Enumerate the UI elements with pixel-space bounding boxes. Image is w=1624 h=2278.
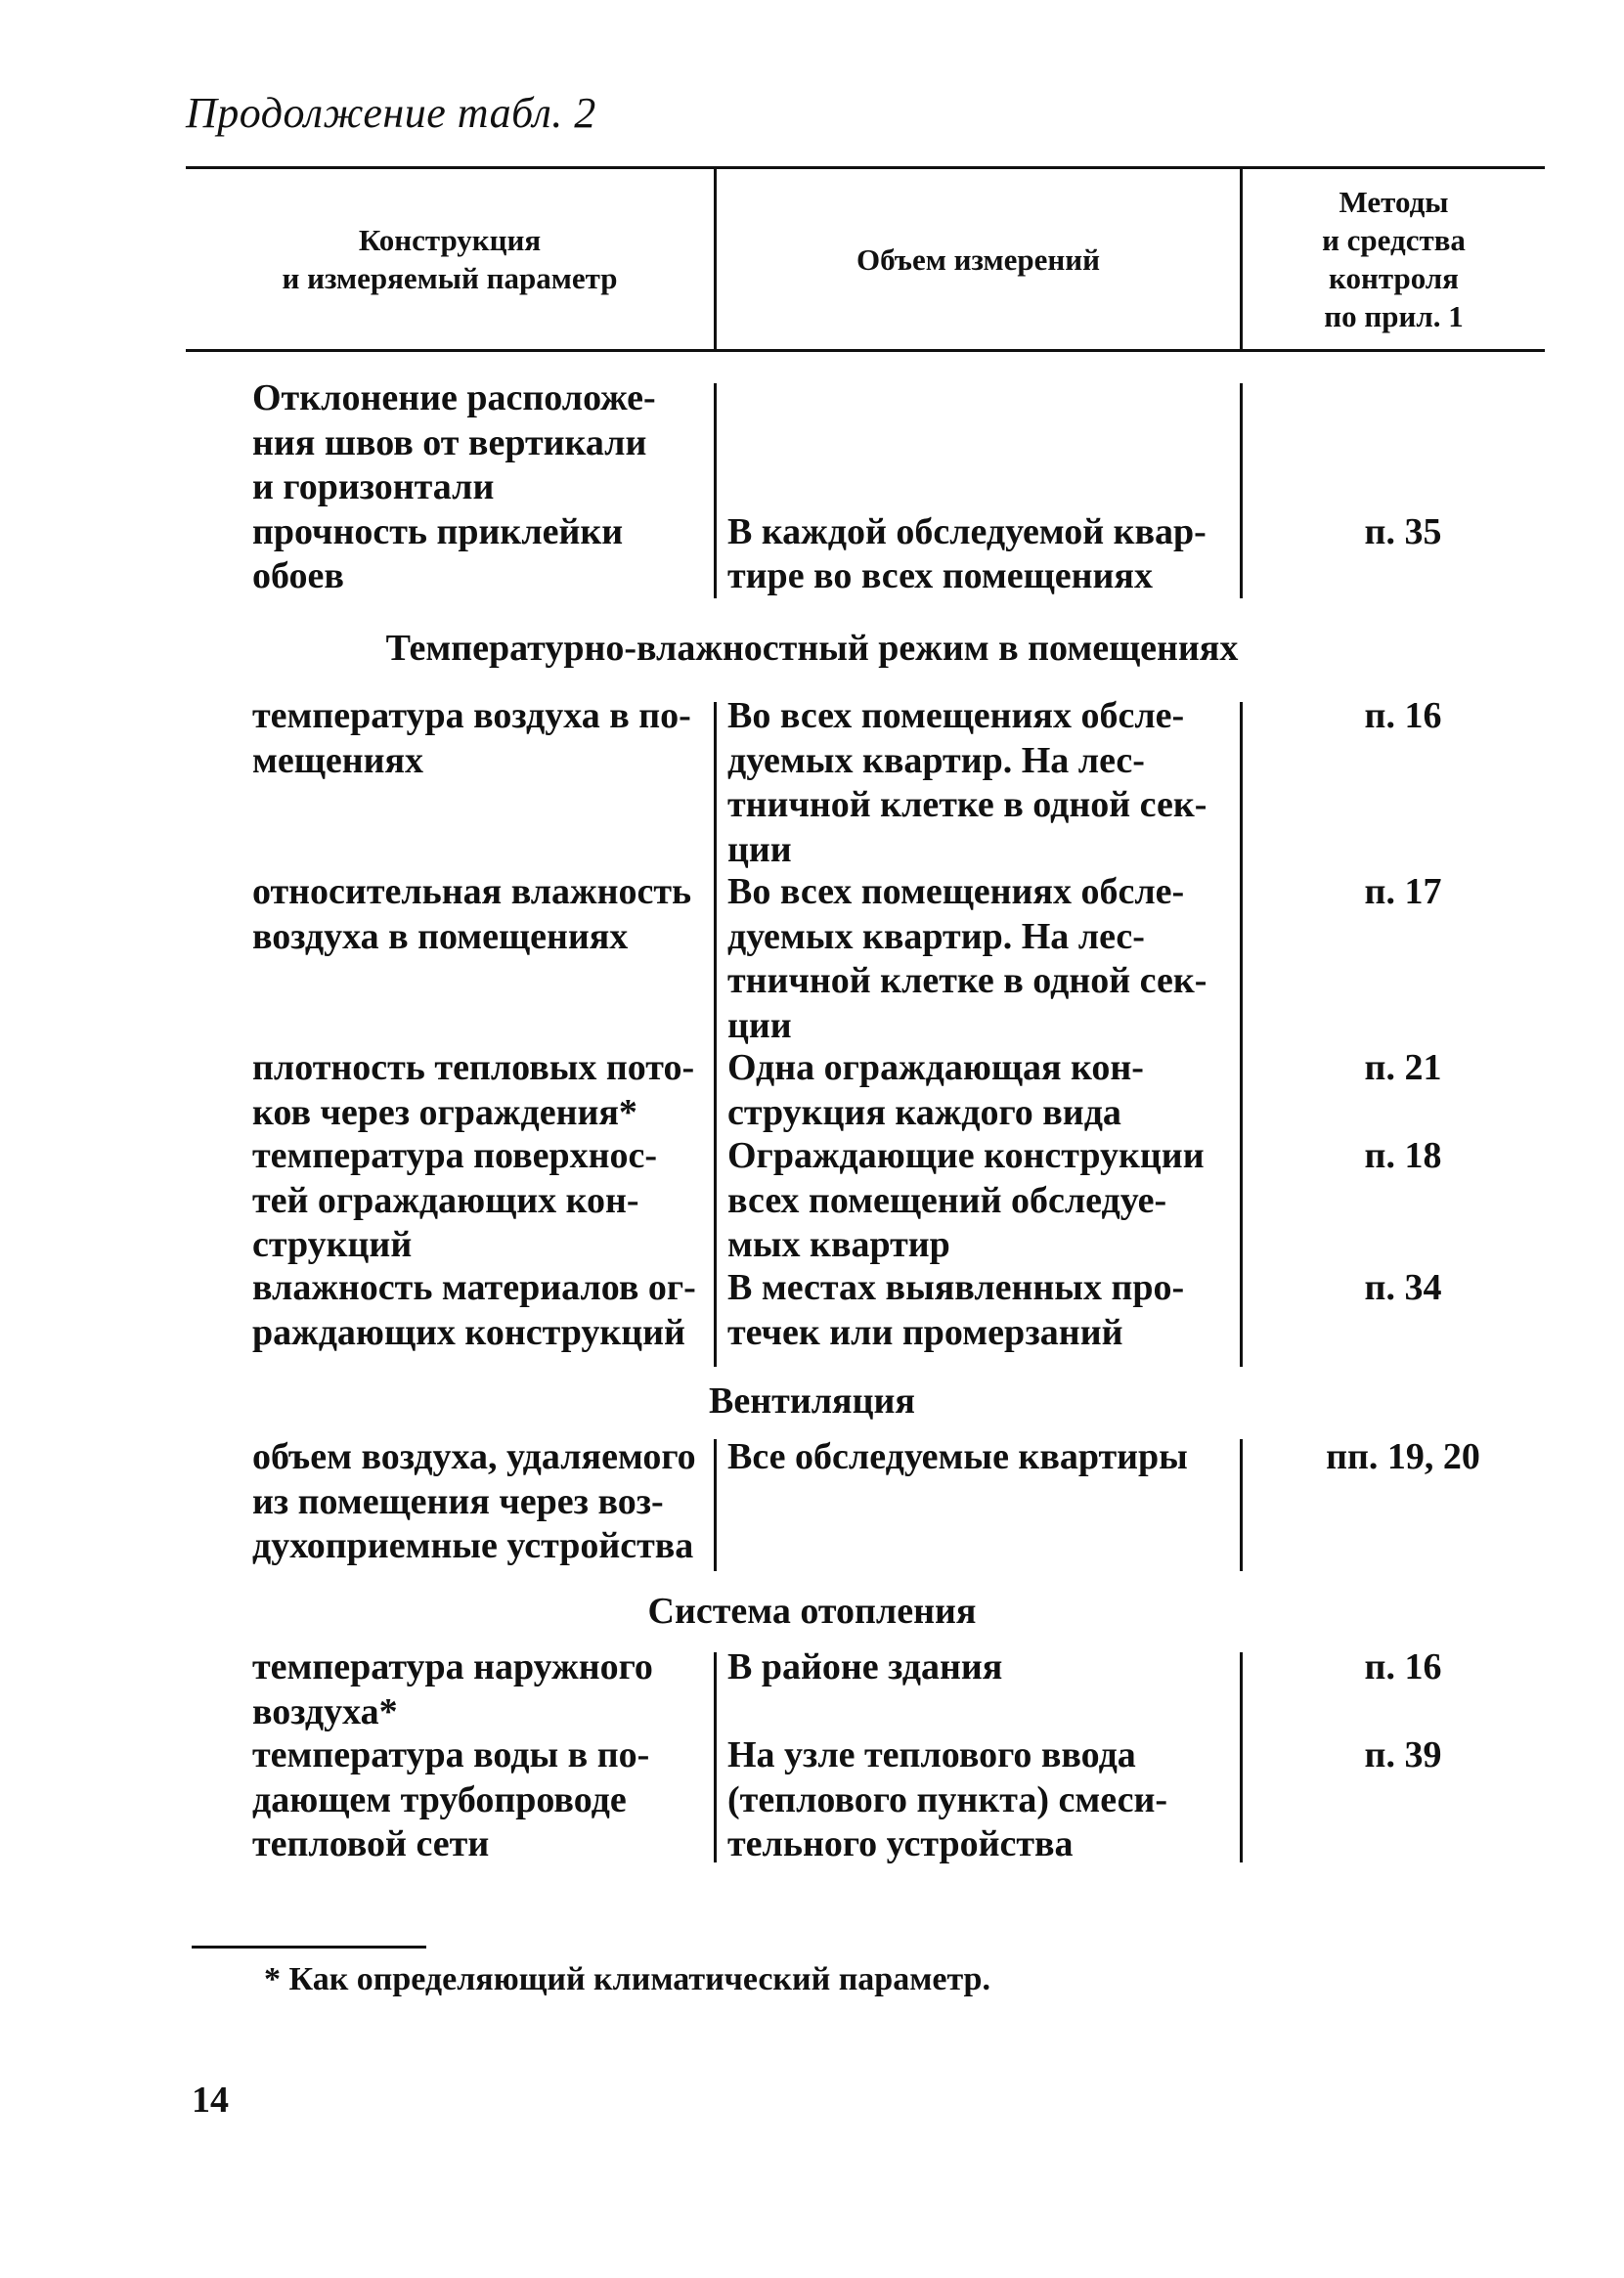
method-cell: п. 16 (1364, 1646, 1442, 1687)
param-cell: температура воздуха в по- мещениях (252, 695, 691, 781)
scope-cell: Все обследуемые квартиры (727, 1436, 1188, 1477)
footnote-rule (192, 1946, 426, 1949)
header-bottom-rule (186, 349, 1545, 352)
param-cell: температура поверхнос- тей ограждающих кон- струкций (252, 1135, 658, 1266)
scope-cell: Во всех помещениях обсле- дуемых квартир. На лес- тничной клетке в одной сек- ции (727, 695, 1207, 870)
scope-cell: В каждой обследуемой квар- тире во всех помещениях (727, 510, 1207, 597)
page-number: 14 (192, 2080, 229, 2121)
header-measurement-scope: Объем измерений (856, 241, 1100, 277)
header-control-methods: Методы и средства контроля по прил. 1 (1322, 185, 1466, 333)
scope-cell: В районе здания (727, 1646, 1003, 1687)
body-divider-1 (714, 1652, 717, 1862)
section-title: Вентиляция (709, 1380, 915, 1422)
scope-cell: Во всех помещениях обсле- дуемых квартир. На лес- тничной клетке в одной сек- ции (727, 871, 1207, 1046)
method-cell: п. 16 (1364, 695, 1442, 736)
section-title: Температурно-влажностный режим в помещениях (385, 628, 1239, 669)
header-construction-param: Конструкция и измеряемый параметр (282, 223, 618, 295)
footnote: * Как определяющий климатический параметр. (264, 1961, 990, 1997)
body-divider-1 (714, 383, 717, 598)
body-divider-1 (714, 702, 717, 1367)
method-cell: п. 21 (1364, 1047, 1442, 1088)
param-cell: относительная влажность воздуха в помещениях (252, 871, 692, 957)
method-cell: п. 35 (1364, 510, 1442, 552)
scope-cell: Ограждающие конструкции всех помещений обследуе- мых квартир (727, 1135, 1205, 1266)
param-cell: температура воды в по- дающем трубопроводе тепловой сети (252, 1734, 650, 1865)
section-title: Система отопления (647, 1591, 977, 1632)
scope-cell: В местах выявленных про- течек или промерзаний (727, 1267, 1185, 1353)
param-cell: влажность материалов ог- раждающих конструкций (252, 1267, 696, 1353)
method-cell: п. 34 (1364, 1267, 1442, 1308)
param-cell: Отклонение расположе- ния швов от вертикали и горизонтали прочность приклейки обоев (252, 377, 656, 597)
param-cell: объем воздуха, удаляемого из помещения через воз- духоприемные устройства (252, 1436, 696, 1567)
method-cell: п. 18 (1364, 1135, 1442, 1176)
param-cell: плотность тепловых пото- ков через ограждения* (252, 1047, 695, 1133)
table-caption: Продолжение табл. 2 (186, 89, 596, 137)
scope-cell: На узле теплового ввода (теплового пункта) смеси- тельного устройства (727, 1734, 1167, 1865)
method-cell: п. 17 (1364, 871, 1442, 912)
method-cell: п. 39 (1364, 1734, 1442, 1775)
param-cell: температура наружного воздуха* (252, 1646, 653, 1732)
body-divider-1 (714, 1439, 717, 1571)
method-cell: пп. 19, 20 (1326, 1436, 1480, 1477)
scope-cell: Одна ограждающая кон- струкция каждого вида (727, 1047, 1144, 1133)
